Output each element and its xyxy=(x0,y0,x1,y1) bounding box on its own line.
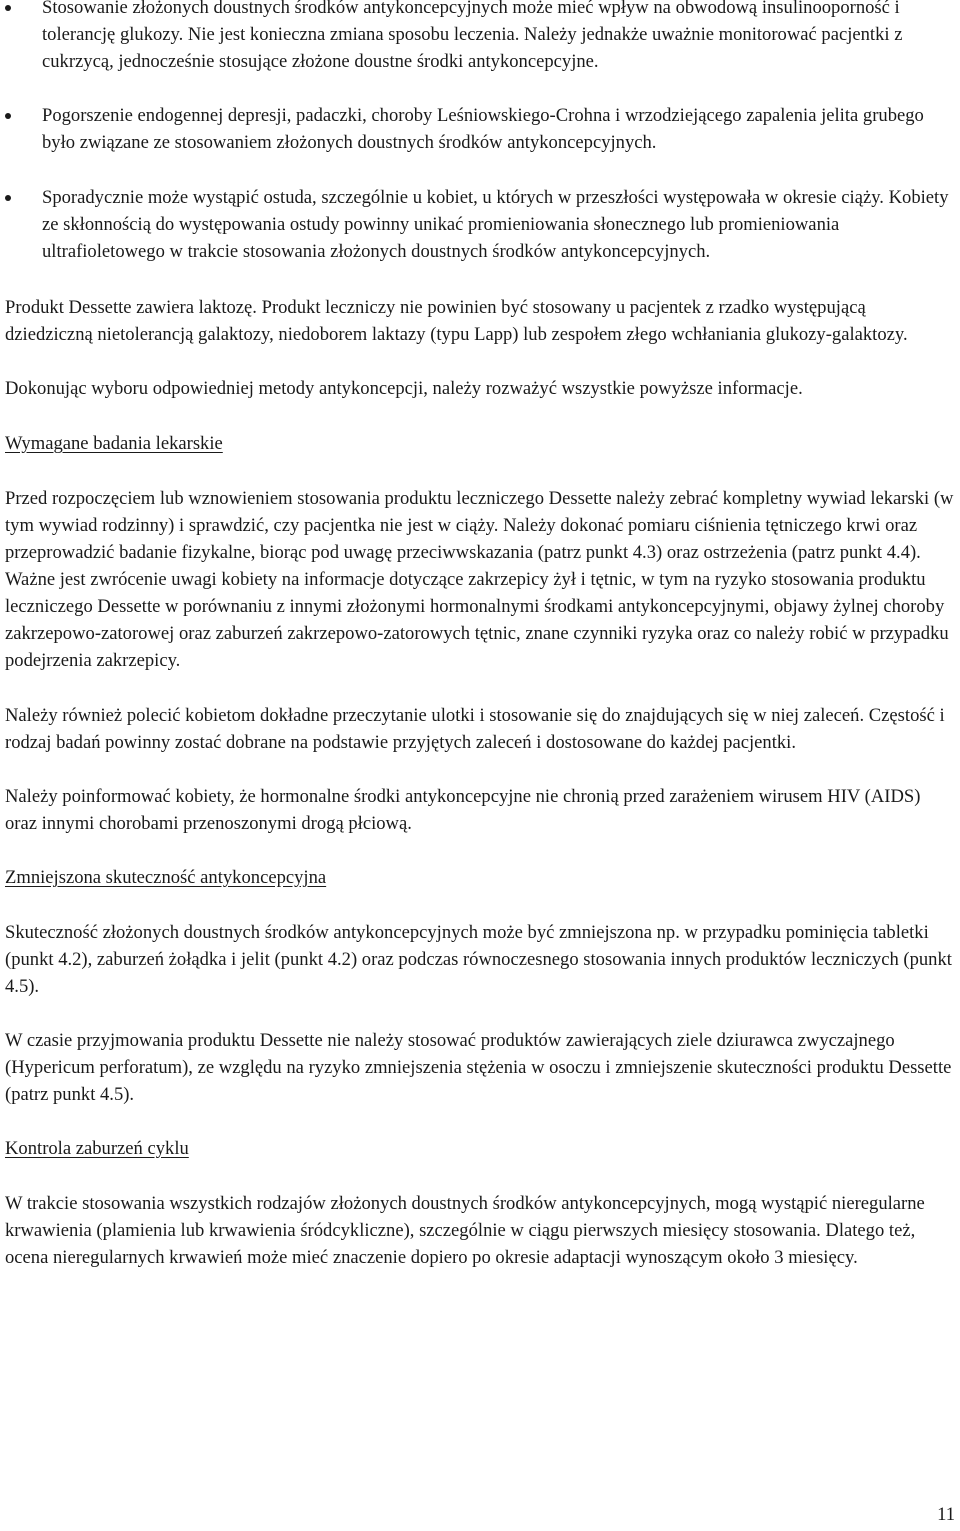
bullet-list xyxy=(0,0,960,265)
bullet-item-chloasma xyxy=(0,184,960,265)
paragraph-cycle-bleeding: W trakcie stosowania wszystkich rodzajów złożonych doustnych środków antykoncepcyjnych, mogą wystąpić nieregularne krwawienia (plamienia lub krwawienia śródcykliczne), szczególnie w ciągu pierwszych miesięcy stosowania. Dlatego też, ocena nieregularnych krwawień może mieć znaczenie dopiero po okresie adaptacji wynoszącym około 3 miesięcy. xyxy=(5,1193,925,1268)
bullet-text: Sporadycznie może wystąpić ostuda, szczególnie u kobiet, u których w przeszłości występowała w okresie ciąży. Kobiety ze skłonnością do występowania ostudy powinny unikać promieniowania słonecznego lub promieniowania ultrafioletowego w trakcie stosowania złożonych doustnych środków antykoncepcyjnych. xyxy=(42,187,949,262)
bullet-dot xyxy=(5,5,11,11)
page-number: 11 xyxy=(937,1504,955,1525)
paragraph-exams-leaflet: Należy również polecić kobietom dokładne przeczytanie ulotki i stosowanie się do znajdujących się w niej zaleceń. Częstość i rodzaj badań powinny zostać dobrane na podstawie przyjętych zaleceń i dostosowane do każdej pacjentki. xyxy=(5,705,945,753)
bullet-item-depression xyxy=(0,102,960,156)
bullet-text: Pogorszenie endogennej depresji, padaczki, choroby Leśniowskiego-Crohna i wrzodziejącego zapalenia jelita grubego było związane ze stosowaniem złożonych doustnych środków antykoncepcyjnych. xyxy=(42,105,924,153)
section-heading-medical-exams: Wymagane badania lekarskie xyxy=(5,433,223,454)
bullet-text: Stosowanie złożonych doustnych środków antykoncepcyjnych może mieć wpływ na obwodową insulinooporność i tolerancję glukozy. Nie jest konieczna zmiana sposobu leczenia. Należy jednakże uważnie monitorować pacjentki z cukrzycą, jednocześnie stosujące złożone doustne środki antykoncepcyjne. xyxy=(42,0,903,72)
section-heading-reduced-efficacy: Zmniejszona skuteczność antykoncepcyjna xyxy=(5,867,327,888)
paragraph-exams-hiv: Należy poinformować kobiety, że hormonalne środki antykoncepcyjne nie chronią przed zarażeniem wirusem HIV (AIDS) oraz innymi chorobami przenoszonymi drogą płciową. xyxy=(5,786,921,834)
paragraph-lactose: Produkt Dessette zawiera laktozę. Produkt leczniczy nie powinien być stosowany u pacjentek z rzadko występującą dziedziczną nietolerancją galaktozy, niedoborem laktazy (typu Lapp) lub zespołem złego wchłaniania glukozy-galaktozy. xyxy=(5,297,908,345)
paragraph-efficacy-st-johns-wort: W czasie przyjmowania produktu Dessette nie należy stosować produktów zawierających ziele dziurawca zwyczajnego (Hypericum perforatum), ze względu na ryzyko zmniejszenia stężenia w osoczu i zmniejszenie skuteczności produktu Dessette (patrz punkt 4.5). xyxy=(5,1030,952,1105)
bullet-item-glucose xyxy=(0,0,960,75)
paragraph-method-choice: Dokonując wyboru odpowiedniej metody antykoncepcji, należy rozważyć wszystkie powyższe informacje. xyxy=(5,378,803,399)
paragraph-exams-history: Przed rozpoczęciem lub wznowieniem stosowania produktu leczniczego Dessette należy zebrać kompletny wywiad lekarski (w tym wywiad rodzinny) i sprawdzić, czy pacjentka nie jest w ciąży. Należy dokonać pomiaru ciśnienia tętniczego krwi oraz przeprowadzić badanie fizykalne, biorąc pod uwagę przeciwwskazania (patrz punkt 4.3) oraz ostrzeżenia (patrz punkt 4.4). Ważne jest zwrócenie uwagi kobiety na informacje dotyczące zakrzepicy żył i tętnic, w tym na ryzyko stosowania produktu leczniczego Dessette w porównaniu z innymi złożonymi hormonalnymi środkami antykoncepcyjnymi, objawy żylnej choroby zakrzepowo-zatorowej oraz zaburzeń zakrzepowo-zatorowych tętnic, znane czynniki ryzyka oraz co należy robić w przypadku podejrzenia zakrzepicy. xyxy=(5,488,954,671)
section-heading-cycle-control: Kontrola zaburzeń cyklu xyxy=(5,1138,189,1159)
bullet-dot xyxy=(5,195,11,201)
bullet-dot xyxy=(5,113,11,119)
paragraph-efficacy-missed-pill: Skuteczność złożonych doustnych środków antykoncepcyjnych może być zmniejszona np. w przypadku pominięcia tabletki (punkt 4.2), zaburzeń żołądka i jelit (punkt 4.2) oraz podczas równoczesnego stosowania innych produktów leczniczych (punkt 4.5). xyxy=(5,922,952,997)
